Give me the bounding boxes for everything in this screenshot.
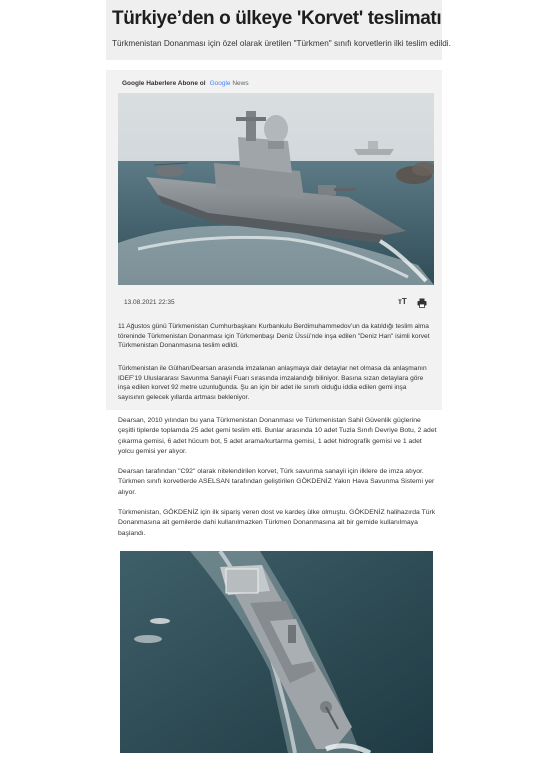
article-paragraph: Türkmenistan ile Gülhan/Dearsan arasında imzalanan anlaşmaya dair detaylar net olmasa da anlaşmanın IDEF’19 Uluslararası Savunma Sanayii Fuarı sırasında imzalandığı biliniyor. Basına sızan detaylara göre inşa edilen korvet 92 metre uzunluğunda. Şu an için bir adet ile sınırlı olduğu iddia edilen gemi inşa sayısının gelecek yıllarda artması bekleniyor. bbox=[118, 365, 427, 401]
article-paragraph: Dearsan tarafından "C92" olarak nitelendirilen korvet, Türk savunma sanayii için ilklere de imza atıyor. Türkmen sınıfı korvetlerde ASELSAN tarafından geliştirilen GÖKDENİZ Yakın Hava Savunma Sistemi yer alıyor. bbox=[118, 468, 435, 496]
article-meta-bar bbox=[118, 293, 434, 313]
article-paragraph: Türkmenistan, GÖKDENİZ için ilk sipariş veren dost ve kardeş ülke olmuştu. GÖKDENİZ halihazırda Türk Donanmasına ait gemilerde dahi kullanılmazken Türkmen Donanmasına ait bir gemide kullanılmaya başlandı. bbox=[118, 509, 436, 537]
corvette-aerial-photo-image bbox=[120, 551, 433, 753]
article-paragraph: 11 Ağustos günü Türkmenistan Cumhurbaşkanı Kurbankulu Berdimuhammedov’un da katıldığı teslim alma töreninde Türkmenistan Donanması için Türkmenbaşı Deniz Üssü’nde inşa edilen "Deniz Han" isimli korvet Türkmenistan Donanmasına teslim edildi. bbox=[118, 323, 430, 350]
google-news-logo: Google News bbox=[209, 80, 249, 87]
google-news-follow-link[interactable] bbox=[122, 80, 249, 87]
corvette-photo-image bbox=[118, 93, 434, 285]
article-subtitle: Türkmenistan Donanması için özel olarak üretilen "Türkmen" sınıfı korvetlerin ilki teslim edildi. bbox=[112, 39, 451, 48]
corvette-aerial-photo bbox=[120, 551, 433, 753]
corvette-photo bbox=[118, 93, 434, 285]
publish-date: 13.08.2021 22:35 bbox=[124, 299, 175, 306]
font-size-icon[interactable]: тT bbox=[398, 297, 407, 306]
article-paragraph: Dearsan, 2010 yılından bu yana Türkmenistan Donanması ve Türkmenistan Sahil Güvenlik güçlerine çeşitli tiplerde toplamda 25 adet gemi teslim etti. Bunlar arasında 10 adet Tuzla Sınıfı Devriye Botu, 2 adet çıkarma gemisi, 6 adet hücum bot, 5 adet arama/kurtarma gemisi, 1 adet hidrografik gemisi ve 1 adet yolcu gemisi yer alıyor. bbox=[118, 417, 437, 456]
google-news-follow-label: Google Haberlere Abone ol bbox=[122, 80, 206, 87]
print-icon[interactable] bbox=[417, 298, 427, 308]
article-title: Türkiye’den o ülkeye 'Korvet' teslimatı bbox=[112, 8, 442, 29]
